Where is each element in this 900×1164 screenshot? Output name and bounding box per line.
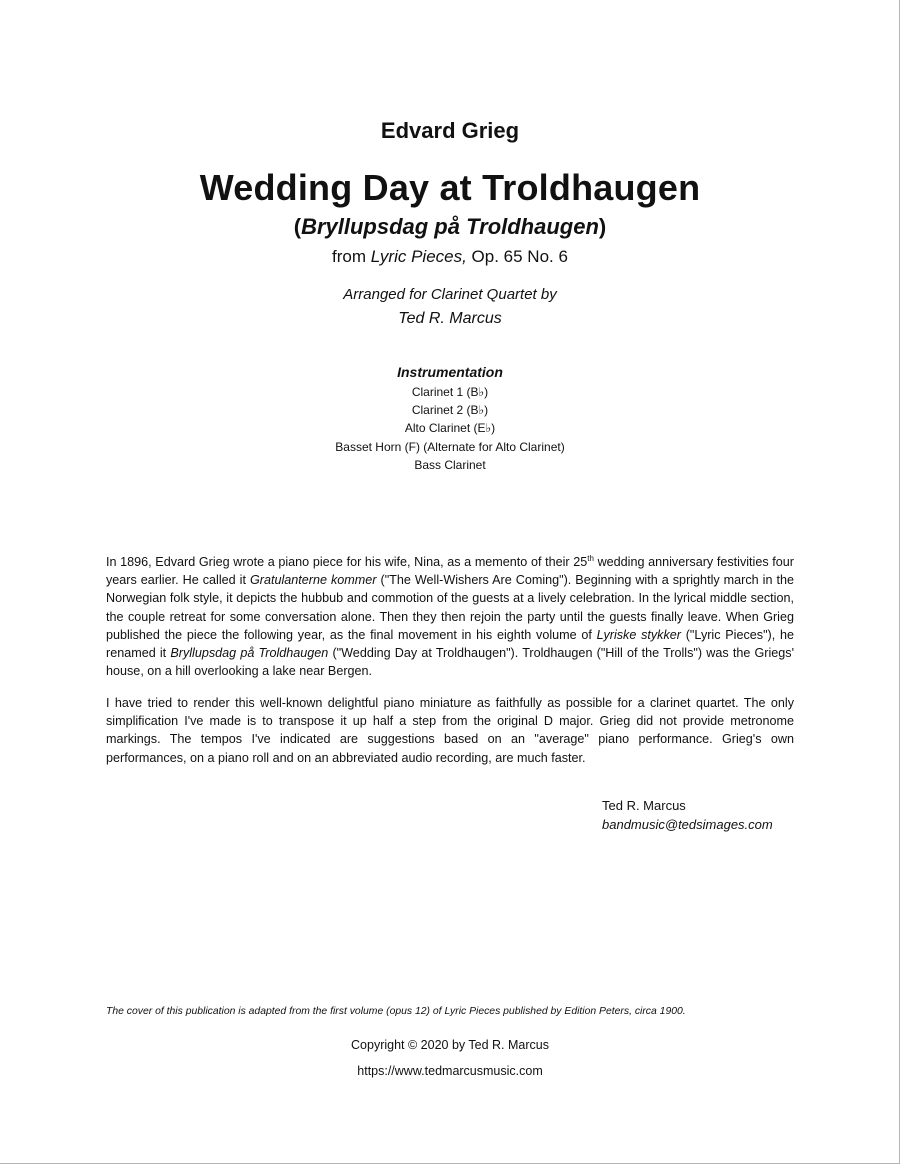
instrument-item: Alto Clarinet (E♭): [404, 421, 496, 436]
program-note-paragraph-1: [106, 553, 794, 680]
instrumentation-list: [0, 383, 900, 474]
instrument-item: Clarinet 1 (B♭): [411, 385, 489, 399]
piece-subtitle: [0, 214, 900, 240]
note-text: ("Wedding Day at Troldhaugen"). Troldhaugen ("Hill of the Trolls") was the Griegs' house, on a hill overlooking a lake near Bergen.: [106, 646, 794, 679]
composer-name: Edvard Grieg: [380, 118, 520, 143]
note-text: ("The Well-Wishers Are Coming"). Beginning with a sprightly march in the Norwegian folk style, it depicts the hubbub and commotion of the guests at a lively celebration. In the lyrical middle section, the couple retreat for some conversation alone. Then they then rejoin the party until the guests finally leave. When Grieg published the piece the following year, as the final movement in his eighth volume of: [106, 573, 794, 642]
copyright-line: Copyright © 2020 by Ted R. Marcus: [351, 1038, 549, 1052]
instrument-item: Bass Clarinet: [414, 457, 486, 472]
renamed-title-italic: Bryllupsdag på Troldhaugen: [170, 646, 329, 661]
collection-title-italic: Lyriske stykker: [596, 627, 681, 642]
cover-credit-note: The cover of this publication is adapted from the first volume (opus 12) of Lyric Pieces published by Edition Peters, circa 1900.: [106, 1006, 686, 1017]
piece-title: Wedding Day at Troldhaugen: [199, 167, 701, 208]
source-work-line: [0, 247, 900, 267]
opus-number: Op. 65 No. 6: [466, 247, 568, 266]
arranger-name: Ted R. Marcus: [398, 310, 502, 327]
subtitle-open-paren: (: [293, 214, 302, 239]
subtitle-norwegian-title: Bryllupsdag på Troldhaugen: [301, 214, 599, 239]
signature-email[interactable]: bandmusic@tedsimages.com: [602, 817, 773, 832]
website-link[interactable]: https://www.tedmarcusmusic.com: [357, 1064, 543, 1078]
note-text: In 1896, Edvard Grieg wrote a piano piece for his wife, Nina, as a memento of their 25: [106, 555, 588, 569]
instrument-item: Clarinet 2 (B♭): [411, 403, 489, 418]
ordinal-superscript: th: [587, 553, 594, 563]
note-text: wedding anniversary festivities four years earlier. He called it: [106, 555, 794, 588]
instrument-item: Basset Horn (F) (Alternate for Alto Clarinet): [335, 439, 565, 454]
note-text: ("Lyric Pieces"), he renamed it: [106, 627, 795, 661]
subtitle-close-paren: ): [598, 214, 607, 239]
original-title-italic: Gratulanterne kommer: [249, 573, 377, 588]
signature-name: Ted R. Marcus: [602, 798, 686, 813]
arranged-for-line: Arranged for Clarinet Quartet by: [343, 286, 557, 303]
instrumentation-heading: Instrumentation: [397, 364, 503, 380]
program-note-paragraph-2: I have tried to render this well-known delightful piano miniature as faithfully as possible for a clarinet quartet. The only simplification I've made is to transpose it up half a step from the original D major. Grieg did not provide metronome markings. The tempos I've indicated are suggestions based on an "average" piano performance. Grieg's own performances, on a piano roll and on an abbreviated audio recording, are much faster.: [106, 696, 794, 765]
source-work-title: Lyric Pieces,: [370, 247, 467, 266]
from-prefix: from: [332, 247, 371, 266]
